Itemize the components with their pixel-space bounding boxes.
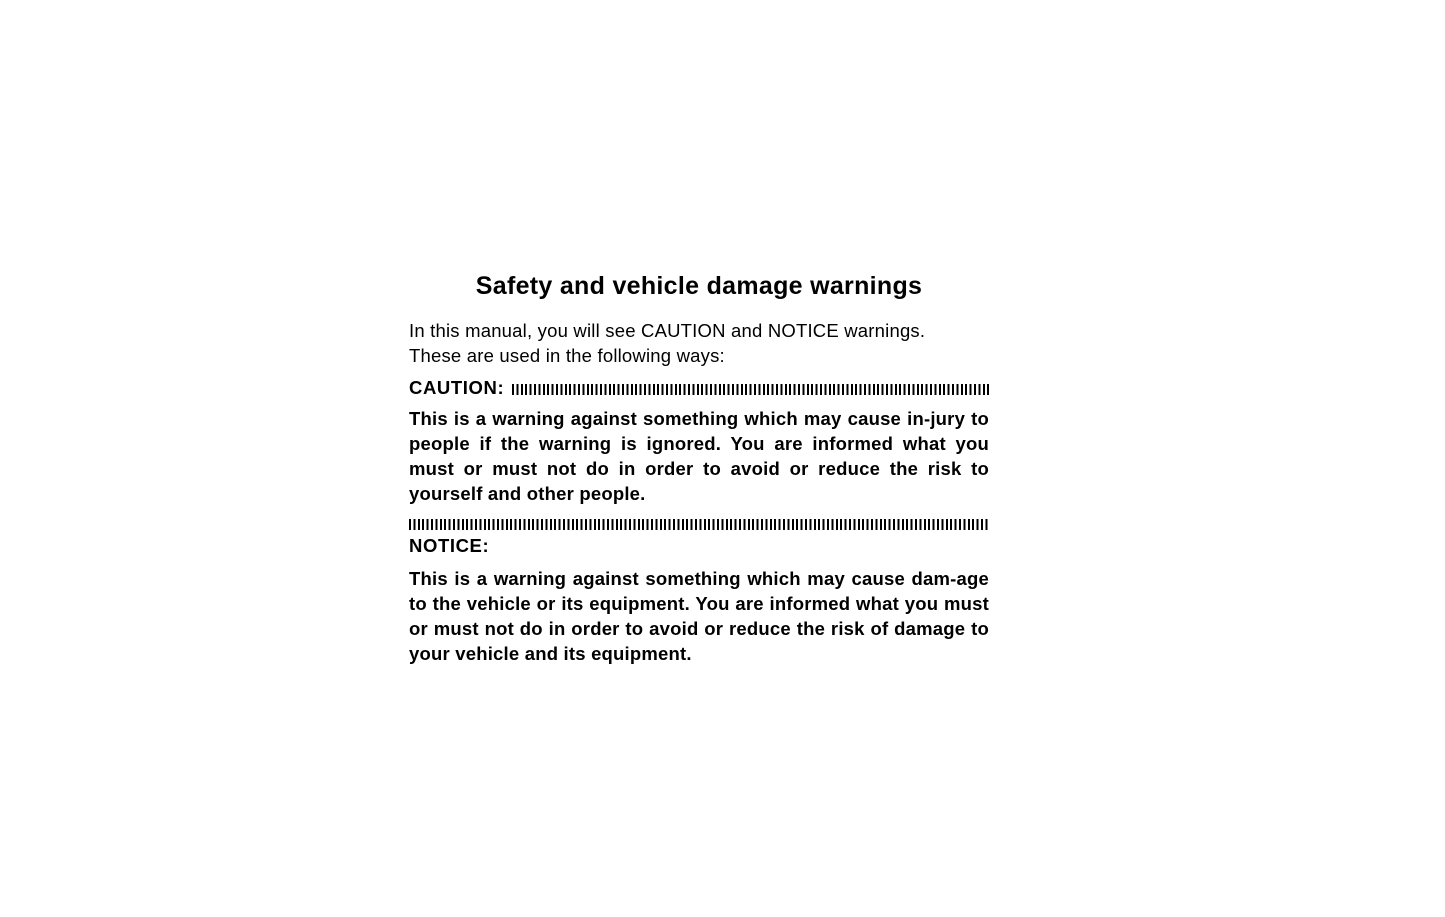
document-page [409, 268, 989, 666]
notice-label: NOTICE: [409, 535, 490, 556]
caution-header [409, 376, 989, 400]
caution-top-rule [512, 384, 989, 395]
caution-label: CAUTION: [409, 377, 505, 398]
intro-paragraph [409, 318, 989, 368]
intro-line-2: These are used in the following ways: [409, 345, 725, 366]
intro-line-1: In this manual, you will see CAUTION and NOTICE warnings. [409, 320, 926, 341]
caution-bottom-rule [409, 519, 989, 530]
notice-text: This is a warning against something which may cause dam-age to the vehicle or its equipment. You are informed what you must or must not do in order to avoid or reduce the risk of damage to your vehicle and its equipment. [409, 568, 989, 664]
caution-text: This is a warning against something which may cause in-jury to people if the warning is ignored. You are informed what you must or must not do in order to avoid or reduce the risk to yourself and other people. [409, 408, 989, 504]
page-title: Safety and vehicle damage warnings [475, 272, 923, 300]
